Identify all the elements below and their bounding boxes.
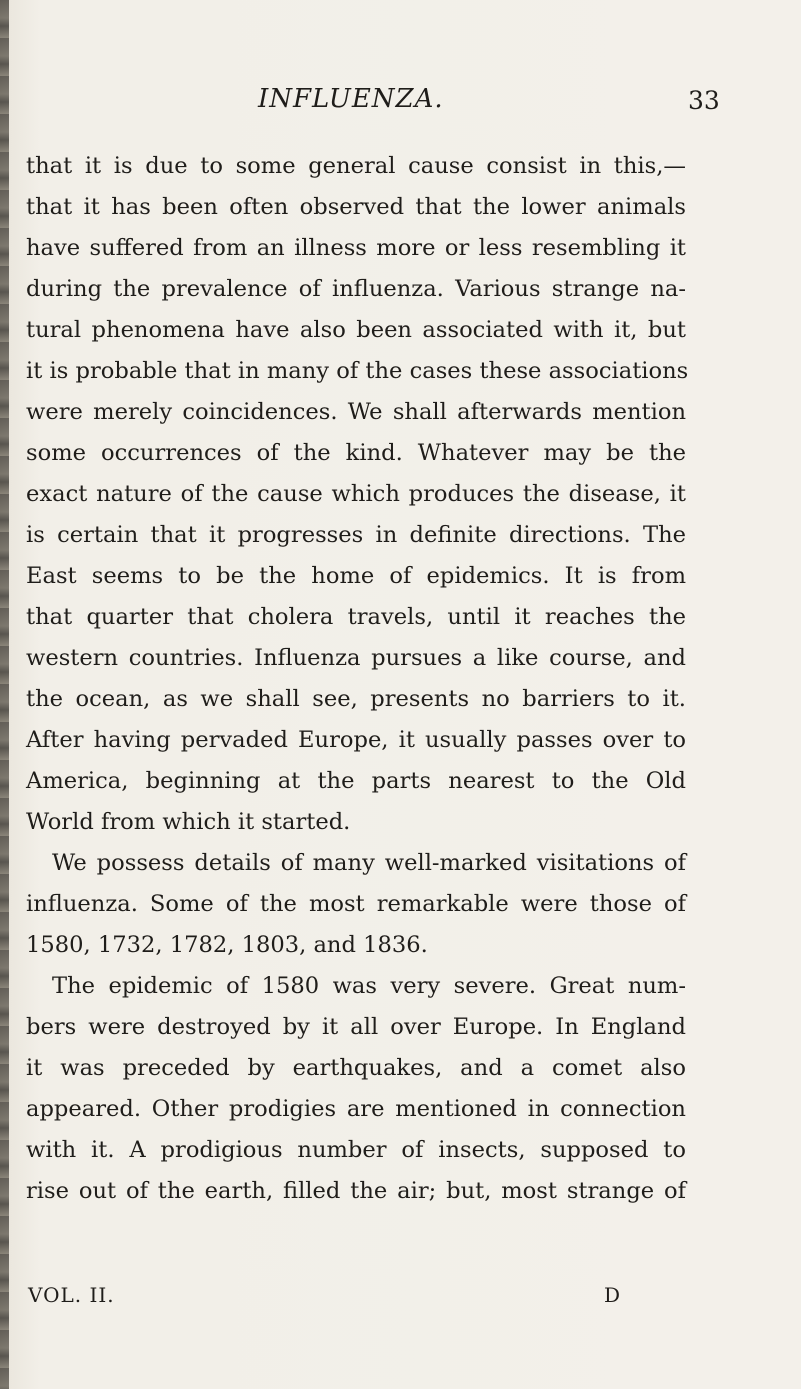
text-line: We possess details of many well-marked visitations of (52, 850, 686, 876)
page-header (0, 84, 801, 124)
text-line: some occurrences of the kind. Whatever may be the (26, 440, 686, 466)
text-line: 1580, 1732, 1782, 1803, and 1836. (26, 932, 428, 958)
text-line: it is probable that in many of the cases these associations (26, 358, 689, 384)
volume-label: VOL. II. (28, 1283, 115, 1307)
running-head: INFLUENZA. (258, 84, 444, 114)
text-line: tural phenomena have also been associated with it, but (26, 317, 686, 343)
text-line: have suffered from an illness more or less resembling it (26, 235, 686, 261)
paragraph (26, 146, 689, 843)
text-line: is certain that it progresses in definite directions. The (26, 522, 686, 548)
text-line: during the prevalence of influenza. Various strange na- (26, 276, 686, 302)
text-line: were merely coincidences. We shall afterwards mention (26, 399, 686, 425)
text-line: bers were destroyed by it all over Europe. In England (26, 1014, 686, 1040)
text-line: exact nature of the cause which produces the disease, it (26, 481, 686, 507)
text-line: that it is due to some general cause consist in this,— (26, 153, 686, 179)
page-number: 33 (688, 86, 720, 115)
text-line: The epidemic of 1580 was very severe. Great num- (52, 973, 686, 999)
body-text (26, 146, 689, 1212)
text-line: appeared. Other prodigies are mentioned in connection (26, 1096, 686, 1122)
text-line: that it has been often observed that the lower animals (26, 194, 686, 220)
text-line: East seems to be the home of epidemics. It is from (26, 563, 686, 589)
paragraph (26, 966, 686, 1212)
text-line: with it. A prodigious number of insects, supposed to (26, 1137, 686, 1163)
text-line: western countries. Influenza pursues a like course, and (26, 645, 686, 671)
text-line: influenza. Some of the most remarkable were those of (26, 891, 686, 917)
text-line: America, beginning at the parts nearest to the Old (26, 768, 686, 794)
text-line: World from which it started. (26, 809, 351, 835)
page-binding-edge (0, 0, 9, 1389)
text-line: rise out of the earth, filled the air; but, most strange of (26, 1178, 686, 1204)
text-line: After having pervaded Europe, it usually passes over to (26, 727, 686, 753)
page-footer (0, 1283, 801, 1313)
paragraph (26, 843, 686, 966)
text-line: it was preceded by earthquakes, and a comet also (26, 1055, 686, 1081)
text-line: that quarter that cholera travels, until it reaches the (26, 604, 686, 630)
text-line: the ocean, as we shall see, presents no barriers to it. (26, 686, 686, 712)
signature-mark: D (604, 1283, 621, 1307)
